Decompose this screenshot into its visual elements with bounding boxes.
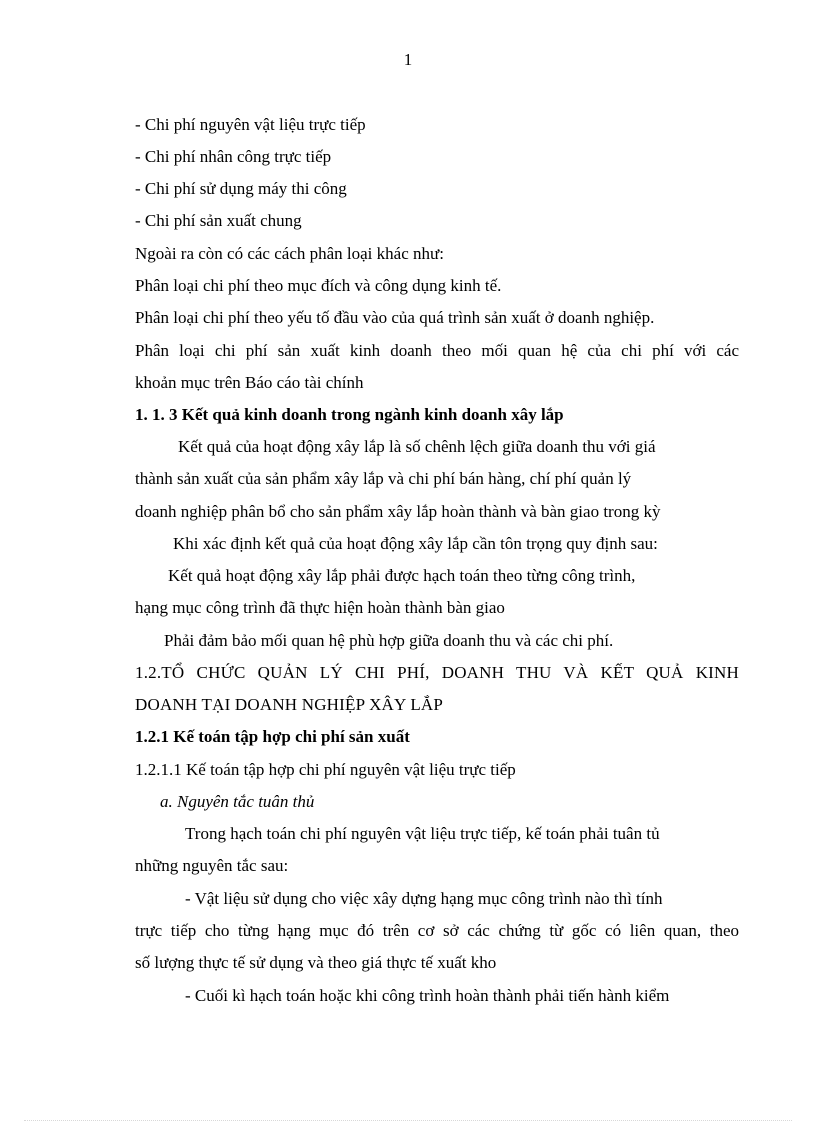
paragraph-line: hạng mục công trình đã thực hiện hoàn thành bàn giao bbox=[135, 598, 505, 617]
paragraph-line: trực tiếp cho từng hạng mục đó trên cơ sở các chứng từ gốc có liên quan, theo bbox=[135, 921, 739, 940]
paragraph-line: - Vật liệu sử dụng cho việc xây dựng hạng mục công trình nào thì tính bbox=[185, 889, 663, 908]
paragraph-line: Phân loại chi phí theo yếu tố đầu vào của quá trình sản xuất ở doanh nghiệp. bbox=[135, 308, 655, 327]
list-item: - Chi phí sản xuất chung bbox=[135, 211, 302, 230]
chapter-heading: 1.2.TỔ CHỨC QUẢN LÝ CHI PHÍ, DOANH THU VÀ KẾT QUẢ KINH bbox=[135, 663, 739, 682]
paragraph-line: Phân loại chi phí sản xuất kinh doanh theo mối quan hệ của chi phí với các bbox=[135, 341, 739, 360]
chapter-heading: DOANH TẠI DOANH NGHIỆP XÂY LẮP bbox=[135, 695, 444, 714]
subsection-heading: 1.2.1.1 Kế toán tập hợp chi phí nguyên vật liệu trực tiếp bbox=[135, 760, 516, 779]
list-item: - Chi phí sử dụng máy thi công bbox=[135, 179, 347, 198]
paragraph-line: - Cuối kì hạch toán hoặc khi công trình hoàn thành phải tiến hành kiểm bbox=[185, 986, 670, 1005]
list-item: - Chi phí nguyên vật liệu trực tiếp bbox=[135, 115, 366, 134]
paragraph-line: doanh nghiệp phân bổ cho sản phẩm xây lắp hoàn thành và bàn giao trong kỳ bbox=[135, 502, 661, 521]
paragraph-line: số lượng thực tế sử dụng và theo giá thực tế xuất kho bbox=[135, 953, 497, 972]
paragraph-line: Trong hạch toán chi phí nguyên vật liệu trực tiếp, kế toán phải tuân tủ bbox=[185, 824, 660, 843]
page-bottom-rule bbox=[24, 1120, 792, 1121]
paragraph-line: Phải đảm bảo mối quan hệ phù hợp giữa doanh thu và các chi phí. bbox=[164, 631, 614, 650]
paragraph-line: Ngoài ra còn có các cách phân loại khác như: bbox=[135, 244, 444, 263]
paragraph-line: thành sản xuất của sản phẩm xây lắp và chi phí bán hàng, chí phí quản lý bbox=[135, 469, 632, 488]
paragraph-line: Kết quả của hoạt động xây lắp là số chênh lệch giữa doanh thu với giá bbox=[178, 437, 656, 456]
subsection-heading: 1.2.1 Kế toán tập hợp chi phí sản xuất bbox=[135, 727, 410, 746]
paragraph-line: khoản mục trên Báo cáo tài chính bbox=[135, 373, 364, 392]
list-item: - Chi phí nhân công trực tiếp bbox=[135, 147, 332, 166]
page-number: 1 bbox=[403, 50, 413, 69]
subheading-italic: a. Nguyên tắc tuân thủ bbox=[160, 792, 315, 811]
paragraph-line: những nguyên tắc sau: bbox=[135, 856, 289, 875]
paragraph-line: Phân loại chi phí theo mục đích và công dụng kinh tế. bbox=[135, 276, 502, 295]
paragraph-line: Khi xác định kết quả của hoạt động xây lắp cần tôn trọng quy định sau: bbox=[173, 534, 658, 553]
paragraph-line: Kết quả hoạt động xây lắp phải được hạch toán theo từng công trình, bbox=[168, 566, 636, 585]
section-heading: 1. 1. 3 Kết quả kinh doanh trong ngành kinh doanh xây lắp bbox=[135, 405, 564, 424]
